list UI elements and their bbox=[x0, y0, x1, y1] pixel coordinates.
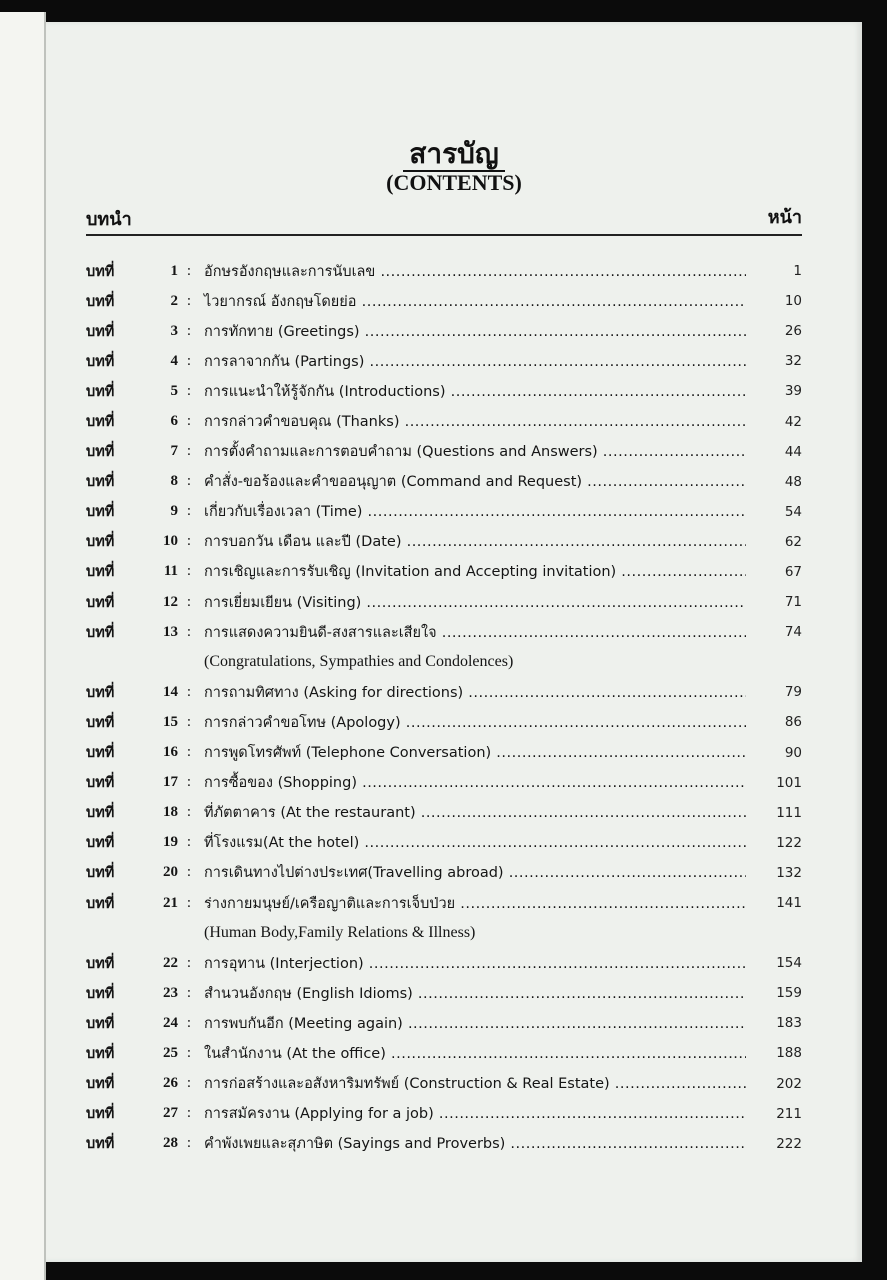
page-number: 42 bbox=[784, 413, 802, 430]
chapter-number: 7 bbox=[170, 443, 178, 460]
chapter-title: การเชิญและการรับเชิญ (Invitation and Accepting invitation) ..... bbox=[200, 560, 746, 583]
chapter-number: 3 bbox=[170, 322, 178, 339]
toc-entry bbox=[86, 1038, 802, 1068]
page-title-thai: สารบัญ bbox=[46, 132, 862, 176]
chapter-title: ในสำนักงาน (At the office) ..... bbox=[200, 1042, 746, 1065]
toc-entry bbox=[86, 406, 802, 436]
chapter-number: 18 bbox=[163, 804, 178, 821]
colon: : bbox=[186, 533, 192, 550]
contents-page bbox=[46, 22, 862, 1262]
colon: : bbox=[186, 1014, 192, 1031]
page-number: 1 bbox=[793, 263, 802, 280]
toc-continuation-text: (Human Body,Family Relations & Illness) bbox=[204, 924, 476, 942]
page-number: 222 bbox=[776, 1135, 802, 1152]
chapter-number: 15 bbox=[163, 713, 178, 730]
page-number: 159 bbox=[776, 985, 802, 1002]
chapter-title: ที่ภัตตาคาร (At the restaurant) ..... bbox=[200, 801, 746, 824]
colon: : bbox=[186, 352, 192, 369]
chapter-number: 1 bbox=[170, 262, 178, 279]
chapter-title: ที่โรงแรม(At the hotel) ..... bbox=[200, 831, 746, 854]
toc-entry bbox=[86, 1099, 802, 1129]
chapter-title: การพูดโทรศัพท์ (Telephone Conversation) ..... bbox=[200, 741, 746, 764]
colon: : bbox=[186, 894, 192, 911]
page-title-english: (CONTENTS) bbox=[386, 170, 522, 195]
toc-entry bbox=[86, 587, 802, 617]
page-number: 54 bbox=[784, 503, 802, 520]
chapter-number: 28 bbox=[163, 1135, 178, 1152]
chapter-title: การอุทาน (Interjection) ..... bbox=[200, 952, 746, 975]
colon: : bbox=[186, 834, 192, 851]
toc-entry bbox=[86, 286, 802, 316]
chapter-label: บทที่ bbox=[86, 1136, 115, 1153]
chapter-label: บทที่ bbox=[86, 805, 115, 822]
page-number: 202 bbox=[776, 1075, 802, 1092]
toc-entry bbox=[86, 948, 802, 978]
chapter-number: 21 bbox=[163, 894, 178, 911]
chapter-title: การตั้งคำถามและการตอบคำถาม (Questions and Answers) ..... bbox=[200, 440, 746, 463]
chapter-label: บทที่ bbox=[86, 474, 115, 491]
page-number: 188 bbox=[776, 1045, 802, 1062]
chapter-number: 2 bbox=[170, 292, 178, 309]
chapter-label: บทที่ bbox=[86, 745, 115, 762]
chapter-title: ร่างกายมนุษย์/เครือญาติและการเจ็บป่วย ..... bbox=[200, 892, 746, 915]
toc-continuation-text: (Congratulations, Sympathies and Condolences) bbox=[204, 653, 514, 671]
chapter-title: การพบกันอีก (Meeting again) ..... bbox=[200, 1012, 746, 1035]
chapter-label: บทที่ bbox=[86, 534, 115, 551]
chapter-label: บทที่ bbox=[86, 444, 115, 461]
chapter-number: 26 bbox=[163, 1075, 178, 1092]
toc-entry bbox=[86, 858, 802, 888]
page-number: 74 bbox=[784, 624, 802, 641]
chapter-label: บทที่ bbox=[86, 414, 115, 431]
chapter-label: บทที่ bbox=[86, 564, 115, 581]
chapter-title: การก่อสร้างและอสังหาริมทรัพย์ (Construction & Real Estate) ..... bbox=[200, 1072, 746, 1095]
toc-entry bbox=[86, 376, 802, 406]
chapter-title: เกี่ยวกับเรื่องเวลา (Time) ..... bbox=[200, 500, 746, 523]
colon: : bbox=[186, 864, 192, 881]
colon: : bbox=[186, 713, 192, 730]
chapter-number: 13 bbox=[163, 623, 178, 640]
toc-entry bbox=[86, 677, 802, 707]
chapter-title: คำสั่ง-ขอร้องและคำขออนุญาต (Command and Request) ..... bbox=[200, 470, 746, 493]
page-number: 32 bbox=[784, 353, 802, 370]
toc-entry bbox=[86, 707, 802, 737]
column-header-page: หน้า bbox=[767, 207, 802, 228]
column-header-chapter: บทนำ bbox=[86, 209, 132, 230]
page-number: 183 bbox=[776, 1015, 802, 1032]
page-number: 44 bbox=[784, 443, 802, 460]
colon: : bbox=[186, 804, 192, 821]
chapter-number: 14 bbox=[163, 683, 178, 700]
toc-continuation bbox=[86, 647, 802, 677]
toc-entry bbox=[86, 617, 802, 647]
chapter-label: บทที่ bbox=[86, 714, 115, 731]
page-number: 141 bbox=[776, 895, 802, 912]
chapter-label: บทที่ bbox=[86, 865, 115, 882]
chapter-number: 24 bbox=[163, 1014, 178, 1031]
chapter-label: บทที่ bbox=[86, 504, 115, 521]
toc-entry bbox=[86, 256, 802, 286]
toc-entry bbox=[86, 978, 802, 1008]
chapter-number: 25 bbox=[163, 1044, 178, 1061]
page-number: 67 bbox=[784, 563, 802, 580]
chapter-title: การแนะนำให้รู้จักกัน (Introductions) ..... bbox=[200, 380, 746, 403]
chapter-label: บทที่ bbox=[86, 263, 115, 280]
colon: : bbox=[186, 382, 192, 399]
chapter-number: 19 bbox=[163, 834, 178, 851]
colon: : bbox=[186, 413, 192, 430]
page-number: 79 bbox=[784, 684, 802, 701]
colon: : bbox=[186, 1075, 192, 1092]
toc-entry bbox=[86, 738, 802, 768]
chapter-label: บทที่ bbox=[86, 323, 115, 340]
table-of-contents bbox=[86, 256, 802, 1159]
colon: : bbox=[186, 473, 192, 490]
chapter-title: ไวยากรณ์ อังกฤษโดยย่อ ..... bbox=[200, 290, 746, 313]
toc-entry bbox=[86, 346, 802, 376]
chapter-number: 12 bbox=[163, 593, 178, 610]
chapter-title: การเดินทางไปต่างประเทศ(Travelling abroad) ..... bbox=[200, 861, 746, 884]
chapter-number: 8 bbox=[170, 473, 178, 490]
colon: : bbox=[186, 563, 192, 580]
colon: : bbox=[186, 503, 192, 520]
chapter-label: บทที่ bbox=[86, 895, 115, 912]
chapter-label: บทที่ bbox=[86, 594, 115, 611]
chapter-number: 20 bbox=[163, 864, 178, 881]
toc-entry bbox=[86, 828, 802, 858]
chapter-label: บทที่ bbox=[86, 353, 115, 370]
chapter-number: 5 bbox=[170, 382, 178, 399]
colon: : bbox=[186, 954, 192, 971]
colon: : bbox=[186, 774, 192, 791]
toc-entry bbox=[86, 1129, 802, 1159]
page-number: 101 bbox=[776, 774, 802, 791]
chapter-title: การทักทาย (Greetings) ..... bbox=[200, 320, 746, 343]
chapter-number: 23 bbox=[163, 984, 178, 1001]
toc-entry bbox=[86, 467, 802, 497]
chapter-number: 17 bbox=[163, 774, 178, 791]
facing-page-edge bbox=[0, 12, 46, 1280]
chapter-label: บทที่ bbox=[86, 624, 115, 641]
chapter-title: สำนวนอังกฤษ (English Idioms) ..... bbox=[200, 982, 746, 1005]
chapter-number: 27 bbox=[163, 1105, 178, 1122]
chapter-label: บทที่ bbox=[86, 1045, 115, 1062]
chapter-label: บทที่ bbox=[86, 684, 115, 701]
chapter-number: 4 bbox=[170, 352, 178, 369]
toc-continuation bbox=[86, 918, 802, 948]
page-number: 62 bbox=[784, 533, 802, 550]
page-number: 211 bbox=[776, 1105, 802, 1122]
chapter-number: 16 bbox=[163, 744, 178, 761]
page-number: 10 bbox=[784, 293, 802, 310]
chapter-title: การกล่าวคำขอโทษ (Apology) ..... bbox=[200, 711, 746, 734]
chapter-title: การสมัครงาน (Applying for a job) ..... bbox=[200, 1102, 746, 1125]
colon: : bbox=[186, 322, 192, 339]
page-number: 132 bbox=[776, 864, 802, 881]
toc-entry bbox=[86, 768, 802, 798]
chapter-label: บทที่ bbox=[86, 1106, 115, 1123]
chapter-title: การแสดงความยินดี-สงสารและเสียใจ ..... bbox=[200, 621, 746, 644]
toc-entry bbox=[86, 1069, 802, 1099]
chapter-number: 11 bbox=[163, 563, 178, 580]
chapter-label: บทที่ bbox=[86, 835, 115, 852]
colon: : bbox=[186, 984, 192, 1001]
colon: : bbox=[186, 1135, 192, 1152]
chapter-label: บทที่ bbox=[86, 955, 115, 972]
chapter-label: บทที่ bbox=[86, 775, 115, 792]
chapter-number: 6 bbox=[170, 413, 178, 430]
page-number: 48 bbox=[784, 473, 802, 490]
colon: : bbox=[186, 292, 192, 309]
toc-entry bbox=[86, 316, 802, 346]
page-number: 111 bbox=[776, 804, 802, 821]
chapter-title: การลาจากกัน (Partings) ..... bbox=[200, 350, 746, 373]
toc-entry bbox=[86, 888, 802, 918]
chapter-number: 22 bbox=[163, 954, 178, 971]
toc-entry bbox=[86, 437, 802, 467]
colon: : bbox=[186, 262, 192, 279]
toc-entry bbox=[86, 497, 802, 527]
colon: : bbox=[186, 1044, 192, 1061]
chapter-title: การเยี่ยมเยียน (Visiting) ..... bbox=[200, 591, 746, 614]
page-number: 86 bbox=[784, 714, 802, 731]
toc-entry bbox=[86, 557, 802, 587]
toc-entry bbox=[86, 527, 802, 557]
chapter-title: คำพังเพยและสุภาษิต (Sayings and Proverbs) ..... bbox=[200, 1132, 746, 1155]
toc-entry bbox=[86, 1008, 802, 1038]
chapter-number: 9 bbox=[170, 503, 178, 520]
chapter-label: บทที่ bbox=[86, 985, 115, 1002]
chapter-label: บทที่ bbox=[86, 383, 115, 400]
chapter-number: 10 bbox=[163, 533, 178, 550]
colon: : bbox=[186, 623, 192, 640]
chapter-title: การกล่าวคำขอบคุณ (Thanks) ..... bbox=[200, 410, 746, 433]
page-number: 39 bbox=[784, 383, 802, 400]
header-divider bbox=[86, 234, 802, 236]
chapter-label: บทที่ bbox=[86, 1015, 115, 1032]
page-number: 26 bbox=[784, 323, 802, 340]
chapter-title: การซื้อของ (Shopping) ..... bbox=[200, 771, 746, 794]
chapter-title: การบอกวัน เดือน และปี (Date) ..... bbox=[200, 530, 746, 553]
page-number: 154 bbox=[776, 955, 802, 972]
toc-entry bbox=[86, 798, 802, 828]
chapter-label: บทที่ bbox=[86, 293, 115, 310]
colon: : bbox=[186, 744, 192, 761]
page-number: 122 bbox=[776, 834, 802, 851]
colon: : bbox=[186, 1105, 192, 1122]
chapter-title: การถามทิศทาง (Asking for directions) ..... bbox=[200, 681, 746, 704]
chapter-label: บทที่ bbox=[86, 1076, 115, 1093]
colon: : bbox=[186, 443, 192, 460]
page-number: 90 bbox=[784, 744, 802, 761]
chapter-title: อักษรอังกฤษและการนับเลข ..... bbox=[200, 260, 746, 283]
page-number: 71 bbox=[784, 594, 802, 611]
colon: : bbox=[186, 683, 192, 700]
colon: : bbox=[186, 593, 192, 610]
